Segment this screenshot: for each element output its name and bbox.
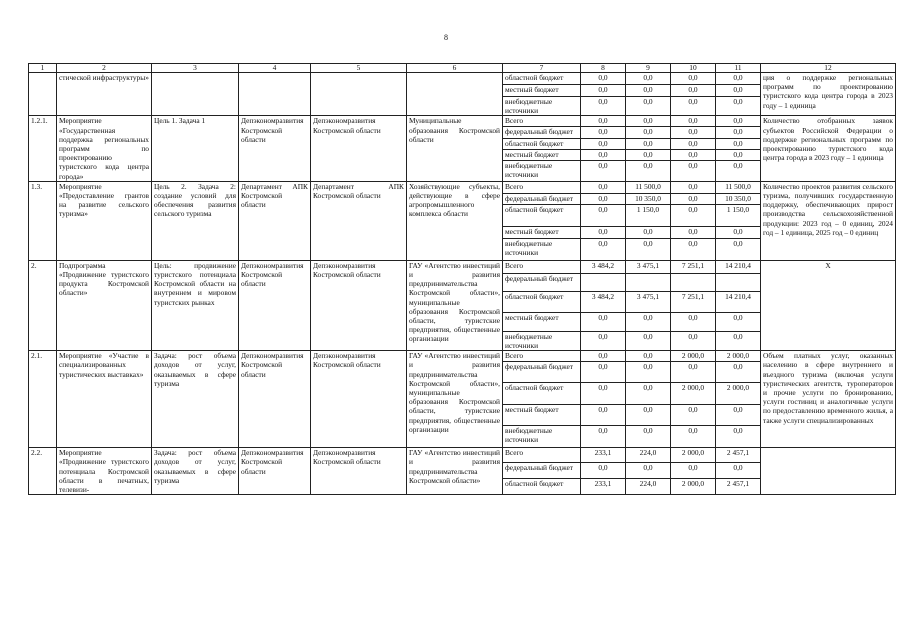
amount-cell: 0,0: [716, 97, 761, 116]
amount-cell: 0,0: [626, 161, 671, 182]
amount-cell: 0,0: [671, 161, 716, 182]
amount-cell: 0,0: [671, 73, 716, 85]
funding-source: внебюджетные источники: [503, 426, 581, 448]
cell-col4: Депэкономразвития Костромской области: [239, 260, 311, 350]
cell-col3: Цель 1. Задача 1: [152, 116, 239, 181]
amount-cell: 0,0: [716, 463, 761, 479]
amount-cell: 224,0: [626, 448, 671, 463]
amount-cell: 0,0: [581, 405, 626, 426]
amount-cell: 1 150,0: [626, 204, 671, 226]
table-row: [29, 181, 896, 193]
cell-col4: [239, 73, 311, 116]
amount-cell: 0,0: [716, 85, 761, 97]
funding-source: местный бюджет: [503, 405, 581, 426]
cell-col5: Депэкономразвития Костромской области: [311, 448, 407, 495]
amount-cell: 0,0: [716, 73, 761, 85]
cell-col1: 2.2.: [29, 448, 57, 495]
cell-col2: Подпрограмма «Продвижение туристского продукта Костромской области»: [57, 260, 152, 350]
column-number: 11: [716, 64, 761, 73]
amount-cell: 0,0: [581, 426, 626, 448]
column-number: 4: [239, 64, 311, 73]
cell-col5: Депэкономразвития Костромской области: [311, 116, 407, 181]
amount-cell: 233,1: [581, 479, 626, 495]
column-number: 12: [761, 64, 896, 73]
table-row: [29, 351, 896, 362]
cell-col6: ГАУ «Агентство инвестиций и развития предпринимательства Костромской области», муниципальные образования Костромской области, туристские предприятия, общественные организации: [407, 260, 503, 350]
cell-col6: [407, 73, 503, 116]
cell-col3: Цель 2. Задача 2: создание условий для обеспечения развития сельского туризма: [152, 181, 239, 260]
amount-cell: 0,0: [626, 127, 671, 139]
funding-source: федеральный бюджет: [503, 362, 581, 383]
amount-cell: 2 000,0: [671, 383, 716, 405]
cell-col2: стической инфраструктуры»: [57, 73, 152, 116]
amount-cell: 0,0: [626, 426, 671, 448]
amount-cell: 3 484,2: [581, 260, 626, 273]
amount-cell: 0,0: [626, 116, 671, 127]
funding-source: областной бюджет: [503, 479, 581, 495]
column-number: 3: [152, 64, 239, 73]
amount-cell: 0,0: [716, 426, 761, 448]
result-indicator: ция о поддержке региональных программ по проектированию туристского кода центра города в 2023 году – 1 единица: [761, 73, 896, 116]
table-row: [29, 448, 896, 463]
amount-cell: 7 251,1: [671, 260, 716, 273]
amount-cell: 0,0: [581, 362, 626, 383]
cell-col5: [311, 73, 407, 116]
cell-col5: Департамент АПК Костромской области: [311, 181, 407, 260]
amount-cell: 0,0: [671, 181, 716, 193]
funding-source: внебюджетные источники: [503, 331, 581, 350]
funding-source: Всего: [503, 351, 581, 362]
amount-cell: 0,0: [671, 405, 716, 426]
column-number: 2: [57, 64, 152, 73]
column-number: 6: [407, 64, 503, 73]
funding-source: областной бюджет: [503, 383, 581, 405]
cell-col6: ГАУ «Агентство инвестиций и развития предпринимательства Костромской области»: [407, 448, 503, 495]
amount-cell: 0,0: [626, 383, 671, 405]
amount-cell: 0,0: [626, 463, 671, 479]
amount-cell: 0,0: [671, 85, 716, 97]
cell-col3: Задача: рост объема доходов от услуг, оказываемых в сфере туризма: [152, 351, 239, 448]
amount-cell: 0,0: [671, 116, 716, 127]
cell-col1: [29, 73, 57, 116]
result-indicator: [761, 448, 896, 495]
amount-cell: 0,0: [581, 127, 626, 139]
amount-cell: 0,0: [716, 405, 761, 426]
amount-cell: 0,0: [626, 73, 671, 85]
amount-cell: 2 000,0: [671, 479, 716, 495]
cell-col1: 1.3.: [29, 181, 57, 260]
funding-source: областной бюджет: [503, 73, 581, 85]
amount-cell: 0,0: [626, 312, 671, 331]
amount-cell: 0,0: [581, 331, 626, 350]
cell-col2: Мероприятие «Предоставление грантов на развитие сельского туризма»: [57, 181, 152, 260]
funding-source: федеральный бюджет: [503, 273, 581, 291]
funding-source: местный бюджет: [503, 85, 581, 97]
funding-source: Всего: [503, 116, 581, 127]
amount-cell: 0,0: [626, 331, 671, 350]
amount-cell: 0,0: [671, 204, 716, 226]
amount-cell: 0,0: [716, 331, 761, 350]
cell-col6: ГАУ «Агентство инвестиций и развития предпринимательства Костромской области», муниципальные образования Костромской области, туристские предприятия, общественные организации: [407, 351, 503, 448]
amount-cell: 224,0: [626, 479, 671, 495]
amount-cell: 0,0: [671, 97, 716, 116]
amount-cell: 0,0: [581, 139, 626, 150]
cell-col4: Депэкономразвития Костромской области: [239, 351, 311, 448]
cell-col6: Муниципальные образования Костромской области: [407, 116, 503, 181]
amount-cell: 0,0: [716, 139, 761, 150]
funding-source: областной бюджет: [503, 291, 581, 312]
funding-source: внебюджетные источники: [503, 97, 581, 116]
amount-cell: 14 210,4: [716, 260, 761, 273]
amount-cell: 0,0: [626, 139, 671, 150]
amount-cell: [626, 273, 671, 291]
column-number: 7: [503, 64, 581, 73]
funding-source: областной бюджет: [503, 204, 581, 226]
funding-source: внебюджетные источники: [503, 238, 581, 260]
result-indicator: Количество проектов развития сельского туризма, получивших государственную поддержку, обеспечивающих прирост производства сельскохозяйственной продукции: 2023 год – 0 единиц, 2024 год – 1 единица, 2025 год – 0 единиц: [761, 181, 896, 260]
amount-cell: 7 251,1: [671, 291, 716, 312]
page-number: 8: [444, 33, 448, 42]
amount-cell: 0,0: [671, 463, 716, 479]
amount-cell: 0,0: [581, 383, 626, 405]
amount-cell: 0,0: [581, 193, 626, 204]
amount-cell: 3 475,1: [626, 260, 671, 273]
amount-cell: 2 457,1: [716, 448, 761, 463]
amount-cell: 1 150,0: [716, 204, 761, 226]
result-indicator: Количество отобранных заявок субъектов Российской Федерации о поддержке региональных программ по проектированию туристского кода центра города в 2023 году – 1 единица: [761, 116, 896, 181]
header-row: [29, 64, 896, 73]
amount-cell: 0,0: [581, 181, 626, 193]
cell-col2: Мероприятие «Государственная поддержка региональных программ по проектированию туристского кода центра города»: [57, 116, 152, 181]
funding-source: местный бюджет: [503, 312, 581, 331]
amount-cell: 2 000,0: [716, 383, 761, 405]
amount-cell: 0,0: [671, 238, 716, 260]
amount-cell: 0,0: [581, 97, 626, 116]
amount-cell: 0,0: [716, 238, 761, 260]
table-row: [29, 260, 896, 273]
funding-source: местный бюджет: [503, 226, 581, 238]
amount-cell: 0,0: [716, 127, 761, 139]
cell-col2: Мероприятие «Продвижение туристского потенциала Костромской области в печатных, телевизи-: [57, 448, 152, 495]
funding-source: местный бюджет: [503, 150, 581, 161]
amount-cell: 2 000,0: [671, 351, 716, 362]
amount-cell: 0,0: [581, 161, 626, 182]
amount-cell: 0,0: [626, 405, 671, 426]
amount-cell: 0,0: [581, 150, 626, 161]
table-row: [29, 116, 896, 127]
amount-cell: 0,0: [671, 312, 716, 331]
amount-cell: 0,0: [626, 97, 671, 116]
funding-source: Всего: [503, 260, 581, 273]
amount-cell: 2 000,0: [671, 448, 716, 463]
amount-cell: 3 475,1: [626, 291, 671, 312]
amount-cell: 0,0: [671, 150, 716, 161]
amount-cell: 0,0: [671, 139, 716, 150]
cell-col1: 2.: [29, 260, 57, 350]
amount-cell: 14 210,4: [716, 291, 761, 312]
amount-cell: [716, 273, 761, 291]
amount-cell: 0,0: [671, 426, 716, 448]
column-number: 1: [29, 64, 57, 73]
cell-col5: Депэкономразвития Костромской области: [311, 351, 407, 448]
cell-col1: 1.2.1.: [29, 116, 57, 181]
amount-cell: 10 350,0: [626, 193, 671, 204]
funding-source: областной бюджет: [503, 139, 581, 150]
amount-cell: 0,0: [716, 116, 761, 127]
cell-col1: 2.1.: [29, 351, 57, 448]
amount-cell: 0,0: [671, 226, 716, 238]
amount-cell: 11 500,0: [716, 181, 761, 193]
result-indicator: X: [761, 260, 896, 350]
amount-cell: 0,0: [671, 193, 716, 204]
amount-cell: 0,0: [716, 362, 761, 383]
amount-cell: 11 500,0: [626, 181, 671, 193]
funding-source: внебюджетные источники: [503, 161, 581, 182]
cell-col3: [152, 73, 239, 116]
amount-cell: 0,0: [626, 351, 671, 362]
amount-cell: 0,0: [716, 312, 761, 331]
column-number: 5: [311, 64, 407, 73]
amount-cell: 0,0: [626, 362, 671, 383]
amount-cell: 0,0: [626, 238, 671, 260]
amount-cell: 233,1: [581, 448, 626, 463]
funding-source: Всего: [503, 448, 581, 463]
amount-cell: 0,0: [581, 351, 626, 362]
column-number: 8: [581, 64, 626, 73]
column-number: 9: [626, 64, 671, 73]
funding-source: федеральный бюджет: [503, 463, 581, 479]
amount-cell: 0,0: [581, 312, 626, 331]
amount-cell: 0,0: [626, 85, 671, 97]
funding-source: Всего: [503, 181, 581, 193]
program-table: [28, 63, 896, 495]
result-indicator: Объем платных услуг, оказанных населению в сфере внутреннего и въездного туризма (включая услуги туристических агентств, туроператоров и прочие услуги по бронированию, услуги гостиниц и аналогичные услуги по предоставлению временного жилья, а также услуги специализированных: [761, 351, 896, 448]
cell-col3: Задача: рост объема доходов от услуг, оказываемых в сфере туризма: [152, 448, 239, 495]
amount-cell: 0,0: [581, 204, 626, 226]
amount-cell: 0,0: [626, 150, 671, 161]
table-row: [29, 73, 896, 85]
amount-cell: 0,0: [716, 161, 761, 182]
amount-cell: 0,0: [581, 226, 626, 238]
amount-cell: 0,0: [716, 150, 761, 161]
amount-cell: 0,0: [581, 85, 626, 97]
funding-source: федеральный бюджет: [503, 127, 581, 139]
amount-cell: 0,0: [716, 226, 761, 238]
amount-cell: 0,0: [581, 73, 626, 85]
column-number: 10: [671, 64, 716, 73]
amount-cell: 2 000,0: [716, 351, 761, 362]
amount-cell: 0,0: [626, 226, 671, 238]
amount-cell: 3 484,2: [581, 291, 626, 312]
amount-cell: 0,0: [671, 331, 716, 350]
cell-col4: Департамент АПК Костромской области: [239, 181, 311, 260]
amount-cell: 0,0: [671, 127, 716, 139]
cell-col4: Депэкономразвития Костромской области: [239, 448, 311, 495]
amount-cell: 10 350,0: [716, 193, 761, 204]
cell-col6: Хозяйствующие субъекты, действующие в сфере агропромышленного комплекса области: [407, 181, 503, 260]
amount-cell: [671, 273, 716, 291]
amount-cell: 0,0: [581, 463, 626, 479]
cell-col5: Депэкономразвития Костромской области: [311, 260, 407, 350]
amount-cell: 0,0: [581, 116, 626, 127]
funding-source: федеральный бюджет: [503, 193, 581, 204]
cell-col4: Депэкономразвития Костромской области: [239, 116, 311, 181]
amount-cell: 2 457,1: [716, 479, 761, 495]
cell-col3: Цель: продвижение туристского потенциала Костромской области на внутреннем и мировом туристских рынках: [152, 260, 239, 350]
amount-cell: 0,0: [581, 238, 626, 260]
cell-col2: Мероприятие «Участие в специализированных туристических выставках»: [57, 351, 152, 448]
amount-cell: [581, 273, 626, 291]
amount-cell: 0,0: [671, 362, 716, 383]
